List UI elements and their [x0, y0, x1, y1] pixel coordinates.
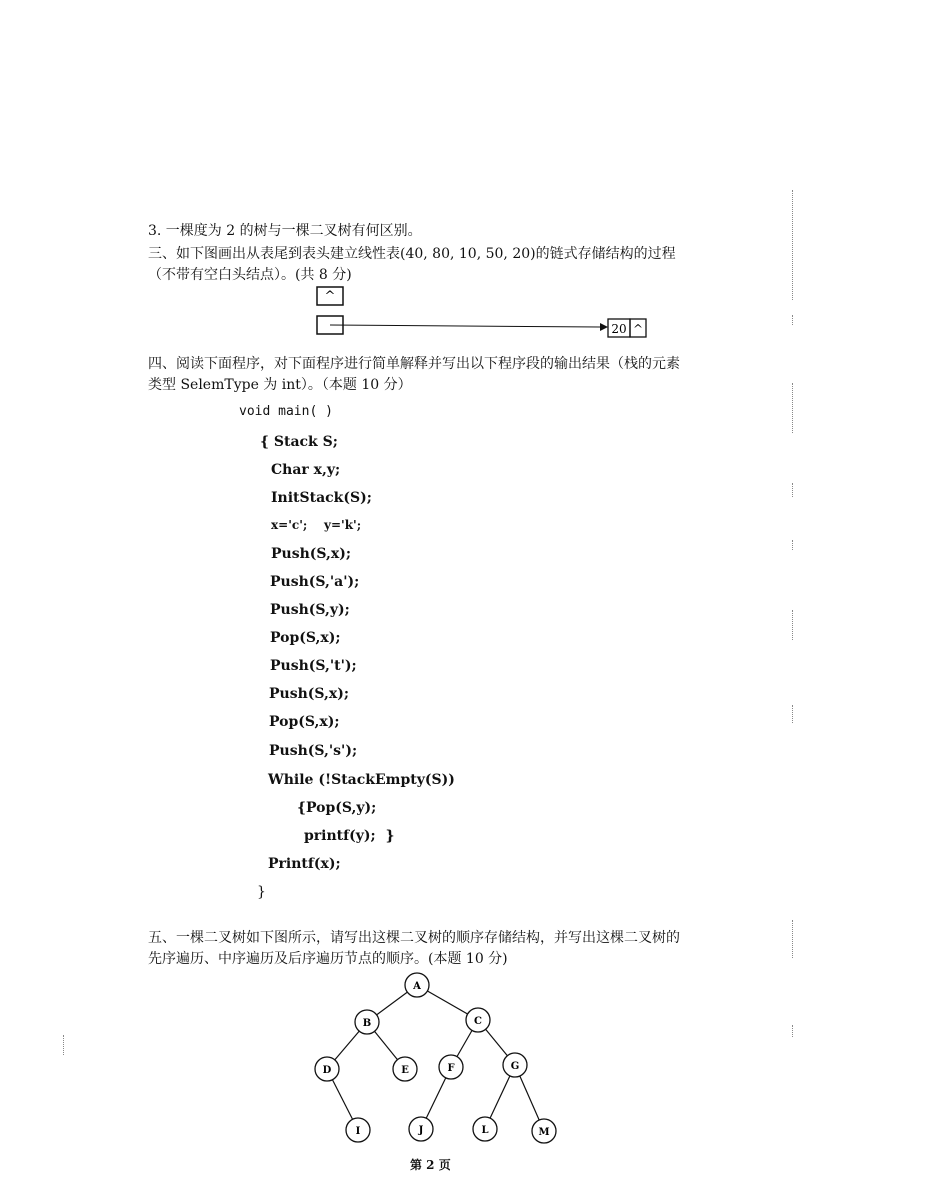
tree-node-e [393, 1057, 417, 1081]
tree-node-label: E [401, 1065, 409, 1076]
tree-node-label: M [538, 1127, 550, 1138]
code-line: printf(y); } [304, 828, 395, 844]
tree-node-g [503, 1053, 527, 1077]
section-4-title-line2: 类型 SelemType 为 int）。（本题 10 分） [148, 377, 412, 393]
binding-margin-dots [792, 705, 795, 723]
tree-node-label: C [474, 1016, 482, 1027]
binding-margin-dots [792, 1025, 795, 1037]
code-line: Printf(x); [268, 856, 341, 872]
tree-node-f [439, 1055, 463, 1079]
code-line: Push(S,'s'); [269, 743, 358, 759]
binding-margin-dots [792, 483, 795, 497]
section-3-title-line2: （不带有空白头结点）。(共 8 分) [148, 267, 352, 283]
pointer-arrow-line [330, 325, 600, 327]
tree-node-label: F [447, 1063, 455, 1074]
page-number: 第 2 页 [410, 1158, 451, 1172]
q3-item-3: 3. 一棵度为 2 的树与一棵二叉树有何区别。 [148, 223, 422, 239]
section-3-title-line1: 三、如下图画出从表尾到表头建立线性表(40, 80, 10, 50, 20)的链式存储结构的过程 [148, 246, 676, 262]
pointer-arrowhead [600, 323, 608, 331]
tree-node-j [409, 1117, 433, 1141]
tree-node-label: I [355, 1126, 361, 1137]
binding-margin-dots [792, 540, 795, 550]
code-line: Push(S,'a'); [270, 574, 360, 590]
tree-node-m [532, 1119, 556, 1143]
tree-node-label: A [413, 981, 421, 992]
code-line: Push(S,x); [271, 546, 352, 562]
code-line: While (!StackEmpty(S)) [268, 772, 455, 788]
binding-margin-dots [792, 383, 795, 433]
binary-tree-diagram [300, 968, 570, 1150]
tree-node-a [405, 973, 429, 997]
node-null-symbol: ^ [632, 322, 644, 336]
tree-node-i [346, 1118, 370, 1142]
section-4-title-line1: 四、阅读下面程序，对下面程序进行简单解释并写出以下程序段的输出结果（栈的元素 [148, 356, 680, 372]
tree-node-d [315, 1057, 339, 1081]
tree-node-b [355, 1010, 379, 1034]
code-line: Char x,y; [271, 462, 341, 478]
code-line: Push(S,'t'); [270, 658, 357, 674]
code-line: Pop(S,x); [269, 714, 340, 730]
tree-node-label: J [418, 1125, 424, 1136]
tree-node-l [473, 1117, 497, 1141]
code-line: InitStack(S); [271, 490, 372, 506]
tree-node-label: D [322, 1065, 332, 1076]
binding-margin-dots [792, 315, 795, 325]
section-5-title-line1: 五、一棵二叉树如下图所示，请写出这棵二叉树的顺序存储结构，并写出这棵二叉树的 [148, 930, 680, 946]
code-line: { Stack S; [260, 434, 338, 450]
code-line: } [257, 884, 266, 900]
tree-node-label: G [510, 1061, 520, 1072]
code-line: {Pop(S,y); [297, 800, 377, 816]
code-line: void main( ) [239, 404, 333, 419]
null-pointer-symbol: ^ [324, 289, 336, 304]
code-line: Push(S,x); [269, 686, 350, 702]
linked-list-diagram [300, 282, 660, 344]
binding-margin-dots [792, 190, 795, 300]
node-value: 20 [611, 322, 627, 336]
tree-node-c [466, 1008, 490, 1032]
tree-node-label: B [362, 1018, 372, 1029]
code-line: Push(S,y); [270, 602, 350, 618]
binding-margin-dots [792, 920, 795, 958]
code-line: x='c'; y='k'; [271, 518, 362, 532]
code-line: Pop(S,x); [270, 630, 341, 646]
section-5-title-line2: 先序遍历、中序遍历及后序遍历节点的顺序。(本题 10 分) [148, 951, 508, 967]
binding-margin-dots [63, 1035, 66, 1055]
tree-node-label: L [481, 1125, 489, 1136]
binding-margin-dots [792, 610, 795, 640]
